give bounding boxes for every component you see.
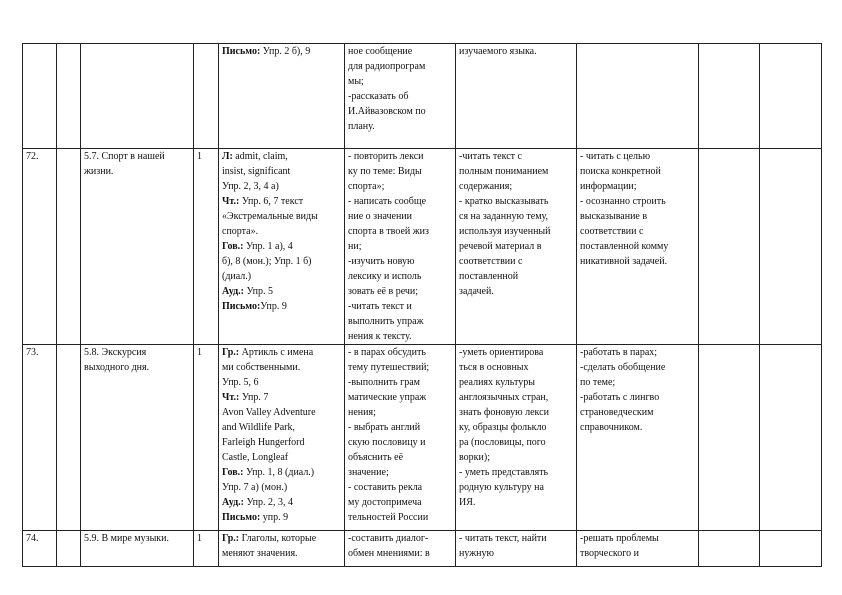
subject-results-cell: -составить диалог- обмен мнениями: в (345, 531, 456, 567)
metasubject-results-cell: - читать текст, найти нужную (456, 531, 577, 567)
activity-text: Упр. 6, 7 текст «Экстремальные виды спорта». (222, 196, 318, 237)
activity-text: Упр. 2 б), 9 (260, 46, 311, 57)
content-line (222, 510, 341, 525)
lesson-topic-cell: 5.8. Экскурсия выходного дня. (81, 345, 194, 531)
lesson-plan-table (22, 43, 822, 567)
content-line (222, 495, 341, 510)
empty-cell (760, 345, 822, 531)
activity-text: Артикль с имена ми собственными. Упр. 5, 6 (222, 347, 314, 388)
lesson-content-cell (219, 44, 345, 149)
personal-results-cell: -решать проблемы творческого и (577, 531, 699, 567)
activity-label: Гов.: (222, 241, 244, 252)
empty-cell (699, 345, 760, 531)
lesson-content-cell (219, 531, 345, 567)
table-row (23, 345, 822, 531)
lesson-topic-cell: 5.9. В мире музыки. (81, 531, 194, 567)
lesson-content-cell (219, 345, 345, 531)
empty-cell (699, 44, 760, 149)
content-line (222, 345, 341, 390)
metasubject-results-cell: -уметь ориентирова ться в основных реалиях культуры англоязычных стран, знать фоновую лекси ку, образцы фолькло ра (пословицы, пого ворки); - уметь представлять родную культуру на ИЯ. (456, 345, 577, 531)
empty-cell (760, 44, 822, 149)
activity-label: Чт.: (222, 196, 240, 207)
content-line (222, 531, 341, 561)
empty-cell (57, 44, 81, 149)
table-row (23, 531, 822, 567)
empty-cell (57, 345, 81, 531)
activity-label: Письмо: (222, 301, 261, 312)
activity-text: упр. 9 (260, 512, 289, 523)
lesson-number-cell: 74. (23, 531, 57, 567)
personal-results-cell (577, 44, 699, 149)
activity-label: Ауд.: (222, 286, 244, 297)
table-row (23, 149, 822, 345)
activity-text: Упр. 2, 3, 4 (243, 497, 294, 508)
empty-cell (57, 149, 81, 345)
hours-cell: 1 (194, 345, 219, 531)
content-line (222, 299, 341, 314)
activity-text: admit, claim, insist, significant Упр. 2, 3, 4 а) (222, 151, 291, 192)
empty-cell (57, 531, 81, 567)
lesson-topic-cell (81, 44, 194, 149)
activity-label: Письмо: (222, 512, 261, 523)
activity-label: Письмо: (222, 46, 261, 57)
activity-text: Упр. 7 Avon Valley Adventure and Wildlife Park, Farleigh Hungerford Castle, Longleaf (222, 392, 316, 463)
personal-results-cell: -работать в парах; -сделать обобщение по теме; -работать с лингво страноведческим справочником. (577, 345, 699, 531)
activity-label: Гр.: (222, 533, 240, 544)
lesson-number-cell (23, 44, 57, 149)
personal-results-cell: - читать с целью поиска конкретной информации; - осознанно строить высказывание в соответствии с поставленной комму никативной задачей. (577, 149, 699, 345)
empty-cell (760, 531, 822, 567)
content-line (222, 44, 341, 59)
activity-text: Упр. 1 а), 4 б), 8 (мон.); Упр. 1 б) (диал.) (222, 241, 312, 282)
content-line (222, 465, 341, 495)
empty-cell (699, 531, 760, 567)
content-line (222, 390, 341, 465)
empty-cell (699, 149, 760, 345)
content-line (222, 284, 341, 299)
subject-results-cell: - в парах обсудить тему путешествий; -выполнить грам матические упраж нения; - выбрать англий скую пословицу и объяснить её значение; - составить рекла му достопримеча тельностей России (345, 345, 456, 531)
activity-label: Гов.: (222, 467, 244, 478)
activity-label: Л: (222, 151, 233, 162)
metasubject-results-cell: изучаемого языка. (456, 44, 577, 149)
lesson-number-cell: 73. (23, 345, 57, 531)
content-line (222, 194, 341, 239)
activity-label: Чт.: (222, 392, 240, 403)
activity-text: Упр. 1, 8 (диал.) Упр. 7 а) (мон.) (222, 467, 315, 493)
hours-cell (194, 44, 219, 149)
metasubject-results-cell: -читать текст с полным пониманием содержания; - кратко высказывать ся на заданную тему, используя изученный речевой материал в соответствии с поставленной задачей. (456, 149, 577, 345)
table-row (23, 44, 822, 149)
hours-cell: 1 (194, 531, 219, 567)
lesson-number-cell: 72. (23, 149, 57, 345)
hours-cell: 1 (194, 149, 219, 345)
activity-text: Упр. 5 (243, 286, 274, 297)
activity-label: Ауд.: (222, 497, 244, 508)
subject-results-cell: ное сообщение для радиопрограм мы; -рассказать об И.Айвазовском по плану. (345, 44, 456, 149)
content-line (222, 239, 341, 284)
content-line (222, 149, 341, 194)
activity-text: Упр. 9 (260, 301, 287, 312)
subject-results-cell: - повторить лекси ку по теме: Виды спорта»; - написать сообще ние о значении спорта в твоей жиз ни; -изучить новую лексику и исполь зовать её в речи; -читать текст и выполнить упраж нения к тексту. (345, 149, 456, 345)
activity-label: Гр.: (222, 347, 240, 358)
lesson-topic-cell: 5.7. Спорт в нашей жизни. (81, 149, 194, 345)
activity-text: Глаголы, которые меняют значения. (222, 533, 317, 559)
empty-cell (760, 149, 822, 345)
lesson-content-cell (219, 149, 345, 345)
